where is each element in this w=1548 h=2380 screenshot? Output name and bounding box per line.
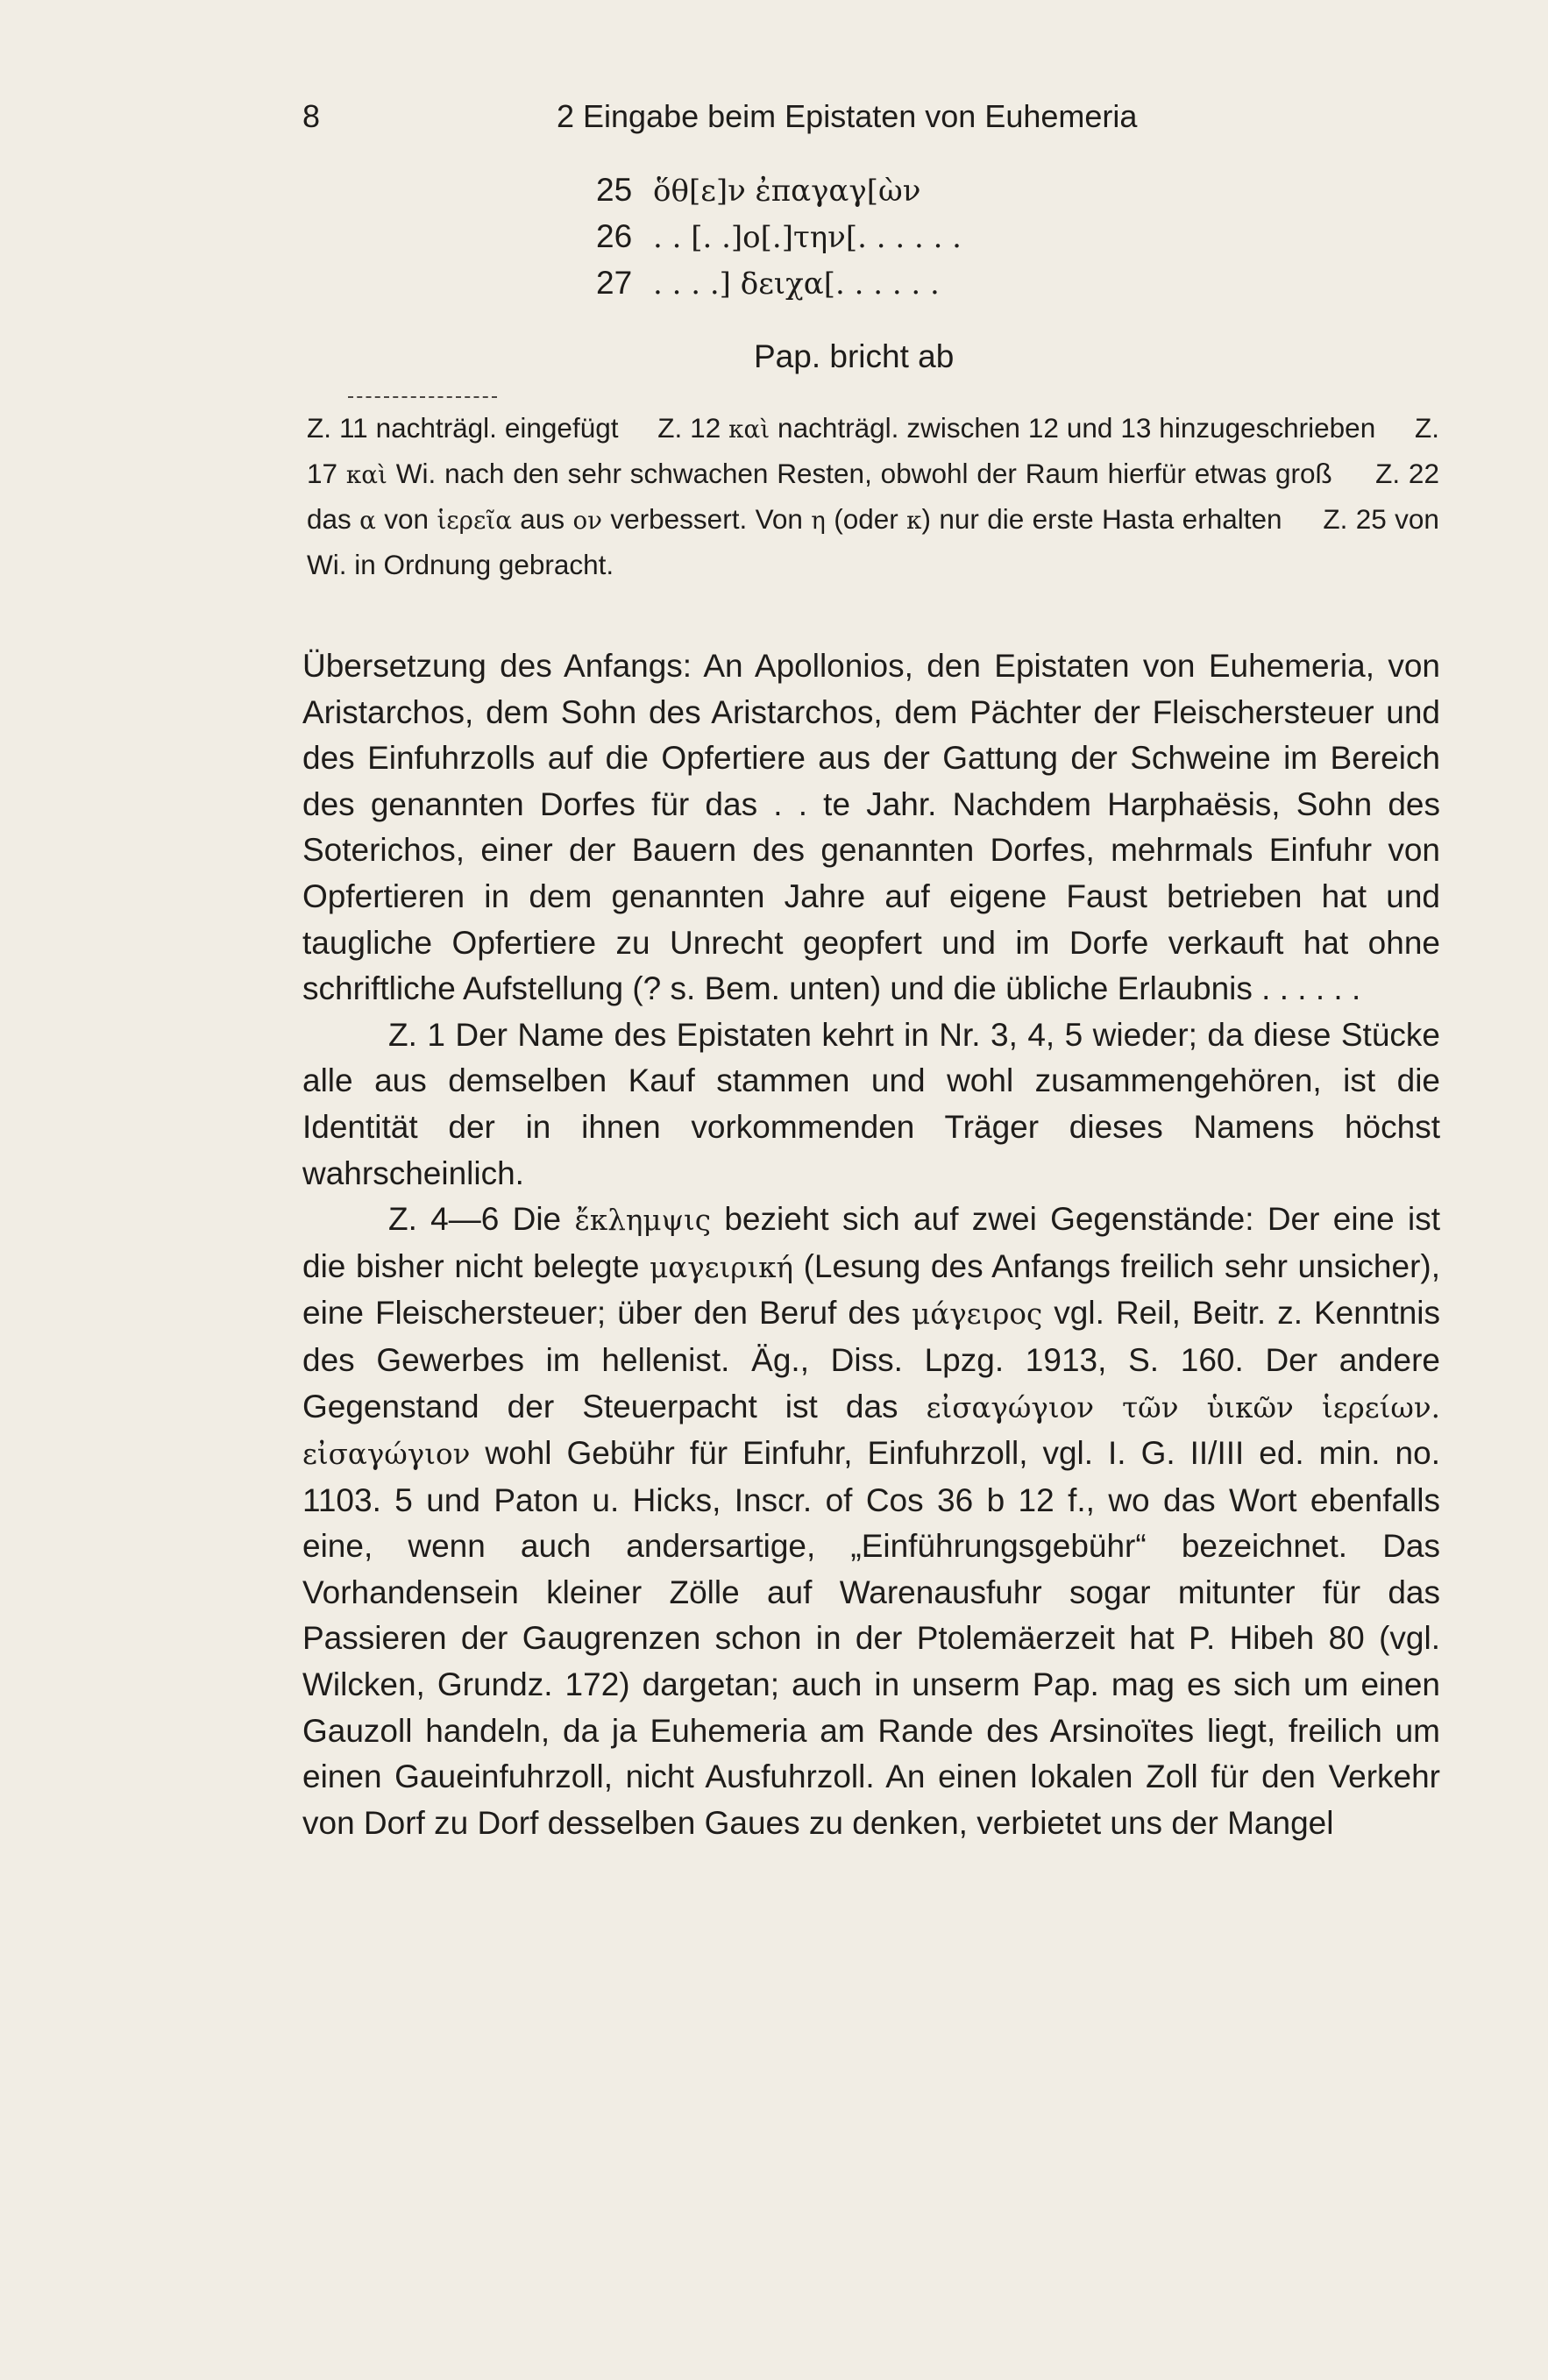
running-title: 2 Eingabe beim Epistaten von Euhemeria xyxy=(557,98,1138,134)
apparatus-ref: Z. 17 xyxy=(307,412,1439,489)
greek-term: εἰσαγώγιον xyxy=(302,1438,471,1472)
apparatus-ref: Z. 12 xyxy=(657,412,721,444)
page-header xyxy=(302,98,1197,142)
apparatus-greek: ἱερεῖα xyxy=(437,506,512,535)
apparatus-greek: κ xyxy=(906,506,922,535)
apparatus-ref: Z. 11 xyxy=(307,412,368,444)
apparatus-text: verbessert. Von xyxy=(610,503,803,535)
comment-text: vgl. Reil, Beitr. z. Kenntnis des Gewerbes im hellenist. Äg., Diss. Lpzg. 1913, S. 160. Der andere Gegenstand der Steuerpacht ist das xyxy=(302,1295,1440,1424)
apparatus-ref: Z. 25 xyxy=(1323,503,1387,535)
apparatus-text: von xyxy=(384,503,430,535)
apparatus-greek: καὶ xyxy=(345,460,387,489)
papyrus-line xyxy=(596,172,962,218)
line-text: . . [. .]ο[.]την[. . . . . . xyxy=(653,220,962,255)
apparatus-text: (oder xyxy=(834,503,898,535)
apparatus-text: nachträgl. zwischen 12 und 13 hinzugeschrieben xyxy=(778,412,1376,444)
apparatus-text: ) nur die erste Hasta erhalten xyxy=(921,503,1282,535)
apparatus-divider xyxy=(348,396,497,398)
apparatus-text: von Wi. in Ordnung gebracht. xyxy=(307,503,1439,580)
apparatus-greek: η xyxy=(811,506,826,535)
apparatus-greek: α xyxy=(359,506,376,535)
comment-text: bezieht sich auf zwei Gegenstände: Der eine ist die bisher nicht belegte xyxy=(302,1201,1440,1284)
greek-term: ἔκλημψις xyxy=(574,1204,712,1238)
papyrus-line xyxy=(596,265,962,311)
greek-term: εἰσαγώγιον τῶν ὑικῶν ἱερείων. xyxy=(926,1390,1441,1424)
comment-text: (Lesung des Anfangs freilich sehr unsicher), eine Fleischersteuer; über den Beruf des xyxy=(302,1247,1440,1332)
apparatus-greek: καὶ xyxy=(728,415,770,444)
greek-term: μάγειρος xyxy=(912,1297,1043,1332)
apparatus-ref: Z. 22 xyxy=(1375,458,1439,489)
comment-z4-paragraph xyxy=(302,1197,1440,1846)
papyrus-line xyxy=(596,218,962,265)
line-text: . . . .] δειχα[. . . . . . xyxy=(653,266,940,302)
apparatus-text: das xyxy=(307,503,351,535)
apparatus-text: Wi. nach den sehr schwachen Resten, obwohl der Raum hierfür etwas groß xyxy=(395,458,1332,489)
page-number: 8 xyxy=(302,98,321,134)
main-text xyxy=(302,643,1440,1846)
translation-paragraph: Übersetzung des Anfangs: An Apollonios, den Epistaten von Euhemeria, von Aristarchos, dem Sohn des Aristarchos, dem Pächter der Fleischersteuer und des Einfuhrzolls auf die Opfertiere aus der Gattung der Schweine im Bereich des genannten Dorfes für das . . te Jahr. Nachdem Harphaësis, Sohn des Soterichos, einer der Bauern des genannten Dorfes, mehrmals Einfuhr von Opfertieren in dem genannten Jahre auf eigene Faust betrieben hat und taugliche Opfertiere zu Unrecht geopfert und im Dorfe verkauft hat ohne schriftliche Aufstellung (? s. Bem. unten) und die übliche Erlaubnis . . . . . . xyxy=(302,648,1440,1007)
papyrus-lines xyxy=(596,172,962,311)
greek-term: μαγειρική xyxy=(650,1250,794,1284)
apparatus-text: aus xyxy=(520,503,565,535)
comment-z1-paragraph: Z. 1 Der Name des Epistaten kehrt in Nr. 3, 4, 5 wieder; da diese Stücke alle aus demselben Kauf stammen und wohl zusammengehören, ist die Identität der in ihnen vorkommenden Träger dieses Namens höchst wahrscheinlich. xyxy=(302,1016,1440,1191)
apparatus-greek: ον xyxy=(572,506,603,535)
break-note: Pap. bricht ab xyxy=(754,338,955,374)
critical-apparatus xyxy=(307,406,1439,587)
comment-text: Z. 4—6 Die xyxy=(388,1201,562,1238)
line-number: 25 xyxy=(596,172,633,208)
apparatus-text: nachträgl. eingefügt xyxy=(375,412,619,444)
line-text: ὅθ[ε]ν ἐπαγαγ[ὼν xyxy=(653,174,921,209)
comment-text: wohl Gebühr für Einfuhr, Einfuhrzoll, vgl. I. G. II/III ed. min. no. 1103. 5 und Paton u. Hicks, Inscr. of Cos 36 b 12 f., wo das Wort ebenfalls eine, wenn auch andersartige, „Einführungsgebühr“ bezeichnet. Das Vorhandensein kleiner Zölle auf Warenausfuhr sogar mitunter für das Passieren der Gaugrenzen schon in der Ptolemäerzeit hat P. Hibeh 80 (vgl. Wilcken, Grundz. 172) dargetan; auch in unserm Pap. mag es sich um einen Gauzoll handeln, da ja Euhemeria am Rande des Arsinoïtes liegt, freilich um einen Gaueinfuhrzoll, nicht Ausfuhrzoll. An einen lokalen Zoll für den Verkehr von Dorf zu Dorf desselben Gaues zu denken, verbietet uns der Mangel xyxy=(302,1435,1440,1841)
line-number: 26 xyxy=(596,218,633,254)
line-number: 27 xyxy=(596,265,633,301)
